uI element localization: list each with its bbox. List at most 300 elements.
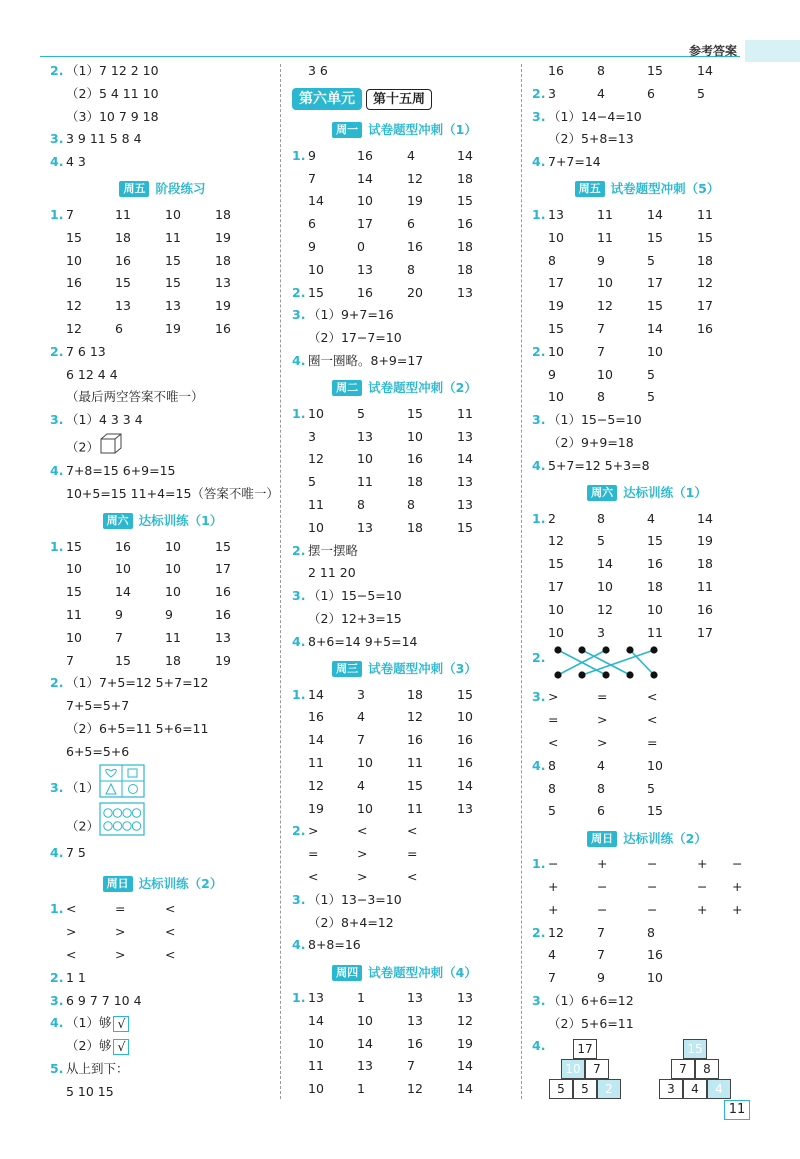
answer-text: 7 5	[66, 844, 86, 860]
answer-cell: 7	[308, 170, 316, 186]
answer-cell: 18	[697, 556, 713, 572]
answer-cell: 16	[215, 606, 231, 622]
answer-cell: 15	[548, 320, 564, 336]
answer-cell: 5	[647, 252, 655, 268]
answer-cell: 14	[597, 556, 613, 572]
answer-cell: 10	[357, 193, 373, 209]
answer-cell: 12	[407, 170, 423, 186]
answer-line	[292, 934, 517, 957]
column-divider	[280, 64, 281, 1099]
answer-cell: 11	[308, 1058, 324, 1074]
question-number: 3.	[50, 412, 64, 428]
answer-line	[50, 802, 275, 842]
answer-cell: 5	[308, 474, 316, 490]
answer-cell: 11	[407, 800, 423, 816]
answer-cell: 14	[308, 732, 324, 748]
section-heading	[532, 823, 762, 853]
answer-cell: 10	[407, 428, 423, 444]
answer-cell: 7	[66, 206, 74, 222]
answer-cell: 6	[407, 216, 415, 232]
answer-line	[532, 455, 762, 478]
answer-grid-row	[532, 295, 762, 318]
answer-cell: 13	[457, 284, 473, 300]
answer-cell: 16	[66, 275, 82, 291]
answer-cell: =	[548, 712, 559, 728]
answer-cell: 10	[597, 366, 613, 382]
question-number: 3.	[50, 131, 64, 147]
day-badge: 周日	[587, 831, 617, 847]
answer-cell: 10	[647, 343, 663, 359]
question-number: 4.	[50, 154, 64, 170]
question-number: 4.	[532, 154, 546, 170]
column-divider	[521, 64, 522, 1099]
answer-cell: −	[597, 878, 608, 894]
shapes-grid-figure	[99, 786, 145, 801]
answer-cell: 7	[115, 629, 123, 645]
answer-text: 7+8=15 6+9=15	[66, 462, 176, 478]
answer-cell: 16	[407, 732, 423, 748]
answer-text: 从上到下：	[66, 1060, 129, 1076]
answer-cell: 5	[357, 405, 365, 421]
answer-cell: 19	[457, 1035, 473, 1051]
answer-grid-row	[292, 426, 517, 449]
answer-grid-row	[532, 227, 762, 250]
answer-line	[532, 644, 762, 686]
answer-cell: 5	[597, 533, 605, 549]
answer-line	[50, 432, 275, 460]
answer-text: （2）5+8=13	[548, 131, 634, 147]
answer-grid-row	[292, 775, 517, 798]
answer-line	[292, 350, 517, 373]
answer-cell: −	[647, 878, 658, 894]
answer-text: 1 1	[66, 969, 86, 985]
answer-cell: 14	[647, 206, 663, 222]
answer-cell: 13	[357, 261, 373, 277]
answer-cell: 1	[357, 990, 365, 1006]
answer-cell: 16	[457, 216, 473, 232]
answer-grid-row	[292, 403, 517, 426]
section-title: 试卷题型冲刺（4）	[368, 964, 477, 980]
answer-grid-row	[532, 508, 762, 531]
question-number: 4.	[532, 1038, 546, 1054]
answer-cell: 13	[215, 275, 231, 291]
question-number: 1.	[50, 206, 64, 222]
answer-line	[292, 585, 517, 608]
answer-cell: <	[647, 712, 658, 728]
answer-cell: 10	[548, 624, 564, 640]
answer-cell: 13	[165, 298, 181, 314]
answer-cell: 13	[357, 519, 373, 535]
answer-line	[50, 483, 279, 506]
answer-cell: 10	[308, 1035, 324, 1051]
answer-line	[50, 967, 275, 990]
answer-line	[50, 386, 275, 409]
answer-line	[292, 540, 517, 563]
answer-cell: 8	[597, 389, 605, 405]
answer-cell: 18	[457, 170, 473, 186]
answer-cell: 9	[308, 147, 316, 163]
answer-line	[292, 562, 517, 585]
answer-cell: 11	[308, 754, 324, 770]
answer-grid-row	[50, 604, 275, 627]
answer-cell: >	[115, 924, 126, 940]
answer-cell: 13	[457, 428, 473, 444]
answer-cell: 11	[165, 229, 181, 245]
answer-cell: +	[732, 878, 743, 894]
answer-cell: 18	[115, 229, 131, 245]
section-heading	[292, 654, 517, 684]
question-number: 5.	[50, 1060, 64, 1076]
answer-cell: 13	[407, 1012, 423, 1028]
answer-cell: 7	[66, 652, 74, 668]
question-number: 1.	[292, 686, 306, 702]
answer-cell: 11	[697, 206, 713, 222]
question-number: 4.	[292, 633, 306, 649]
answer-grid-row	[50, 898, 275, 921]
answer-cell: 11	[66, 606, 82, 622]
answer-cell: 15	[165, 275, 181, 291]
answer-text: （1）7+5=12 5+7=12	[66, 675, 209, 691]
answer-cell: 4	[357, 709, 365, 725]
answer-cell: 19	[548, 298, 564, 314]
answer-cell: 15	[647, 63, 663, 78]
answer-cell: 8	[407, 496, 415, 512]
answer-cell: 7	[597, 947, 605, 963]
answer-cell: 9	[165, 606, 173, 622]
answer-cell: >	[548, 689, 559, 705]
day-badge: 周四	[332, 965, 362, 981]
answer-grid-row	[292, 1010, 517, 1033]
header-rule	[40, 56, 740, 57]
answer-line	[292, 912, 517, 935]
pyramid-cell: 5	[549, 1079, 573, 1099]
answer-cell: −	[732, 856, 743, 872]
pyramid-cell: 4	[707, 1079, 731, 1099]
answer-cell: 10	[357, 1012, 373, 1028]
answer-grid-row	[532, 576, 762, 599]
answer-cell: 11	[165, 629, 181, 645]
answer-cell: 18	[407, 474, 423, 490]
answer-grid-row	[532, 272, 762, 295]
answer-cell: 16	[647, 947, 663, 963]
answer-cell: 7	[597, 320, 605, 336]
answer-grid-row	[532, 622, 762, 645]
question-number: 2.	[292, 823, 306, 839]
answer-grid-row	[532, 530, 762, 553]
answer-cell: 16	[308, 709, 324, 725]
answer-cell: 10	[548, 601, 564, 617]
answer-cell: −	[697, 878, 708, 894]
answer-cell: 2	[548, 510, 556, 526]
answer-cell: 10	[548, 389, 564, 405]
answer-cell: +	[697, 901, 708, 917]
answer-grid-row	[50, 650, 275, 673]
answer-cell: 9	[548, 366, 556, 382]
answer-cell: 15	[457, 193, 473, 209]
answer-grid-row	[532, 778, 762, 801]
answer-cell: 12	[308, 777, 324, 793]
answer-cell: 4	[597, 757, 605, 773]
answer-line	[50, 741, 275, 764]
question-number: 1.	[532, 206, 546, 222]
answer-grid-row	[50, 295, 275, 318]
answer-text: 8+6=14 9+5=14	[308, 633, 418, 649]
answer-grid-row	[292, 448, 517, 471]
answer-text: （2）17−7=10	[308, 330, 402, 346]
answer-cell: 19	[165, 320, 181, 336]
answer-cell: 12	[308, 451, 324, 467]
answer-cell: 10	[548, 229, 564, 245]
section-heading	[292, 115, 517, 145]
answer-line	[50, 106, 275, 129]
answer-grid-row	[50, 272, 275, 295]
question-number: 1.	[292, 990, 306, 1006]
answer-cell: 14	[308, 1012, 324, 1028]
answer-cell: 16	[407, 1035, 423, 1051]
answer-cell: >	[66, 924, 77, 940]
answer-cell: >	[597, 712, 608, 728]
answer-cell: 10	[647, 970, 663, 986]
answer-cell: 10	[548, 343, 564, 359]
answer-cell: <	[66, 901, 77, 917]
question-number: 2.	[50, 675, 64, 691]
answer-cell: 16	[115, 538, 131, 554]
answer-grid-row	[532, 553, 762, 576]
pyramid-cell: 7	[671, 1059, 695, 1079]
answer-cell: 17	[697, 624, 713, 640]
question-number: 4.	[50, 462, 64, 478]
answer-cell: 15	[66, 538, 82, 554]
answer-cell: 3	[597, 624, 605, 640]
check-box: √	[113, 1039, 129, 1055]
answer-line	[50, 151, 275, 174]
answer-cell: +	[548, 901, 559, 917]
answer-cell: 11	[308, 496, 324, 512]
answer-cell: 14	[647, 320, 663, 336]
answer-text: （2）够	[66, 1038, 112, 1054]
answer-cell: 10	[308, 1081, 324, 1097]
answer-text: 摆一摆略	[308, 542, 359, 558]
answer-text: 6 9 7 7 10 4	[66, 992, 142, 1008]
answer-cell: 12	[66, 298, 82, 314]
answer-cell: 14	[457, 1058, 473, 1074]
answer-cell: <	[407, 868, 418, 884]
answer-line	[532, 409, 762, 432]
question-number: 2.	[532, 85, 546, 101]
answer-cell: 7	[407, 1058, 415, 1074]
answer-grid-row	[532, 755, 762, 778]
answer-cell: 5	[697, 85, 705, 101]
answer-grid-row	[532, 204, 762, 227]
question-number: 3.	[532, 689, 546, 705]
answer-grid-row	[292, 259, 517, 282]
answer-line	[50, 83, 275, 106]
answer-grid-row	[532, 686, 762, 709]
section-title: 试卷题型冲刺（2）	[368, 380, 477, 396]
section-heading	[292, 957, 517, 987]
answer-cell: <	[165, 924, 176, 940]
answer-cell: 6	[597, 803, 605, 819]
answer-cell: 8	[647, 924, 655, 940]
answer-cell: <	[548, 734, 559, 750]
answer-cell: 10	[115, 561, 131, 577]
answer-text: （1）14−4=10	[548, 108, 642, 124]
answer-cell: 4	[357, 777, 365, 793]
answer-cell: 19	[215, 298, 231, 314]
answer-text: （1）7 12 2 10	[66, 63, 159, 78]
answer-grid-row	[50, 227, 275, 250]
answer-text: 3 6	[308, 63, 328, 78]
answer-column-1	[50, 60, 279, 1103]
answer-grid-row	[292, 843, 517, 866]
answer-cell: 19	[215, 229, 231, 245]
pyramid-cell: 8	[695, 1059, 719, 1079]
answer-text: （2）	[66, 818, 99, 834]
answer-cell: 14	[457, 451, 473, 467]
answer-grid-row	[292, 213, 517, 236]
answer-cell: 18	[215, 252, 231, 268]
answer-cell: +	[597, 856, 608, 872]
answer-line	[292, 304, 517, 327]
answer-text: （2）9+9=18	[548, 434, 634, 450]
day-badge: 周五	[575, 181, 605, 197]
answer-cell: 18	[407, 519, 423, 535]
answer-text: 7+7=14	[548, 154, 601, 170]
answer-cell: 16	[548, 63, 564, 78]
question-number: 3.	[292, 307, 306, 323]
answer-grid-row	[292, 798, 517, 821]
answer-cell: 11	[407, 754, 423, 770]
answer-cell: 11	[597, 206, 613, 222]
answer-text: （2）6+5=11 5+6=11	[66, 720, 209, 736]
answer-grid-row	[532, 967, 762, 990]
answer-cell: 13	[457, 474, 473, 490]
answer-cell: 13	[357, 1058, 373, 1074]
answer-cell: 8	[597, 780, 605, 796]
question-number: 2.	[292, 542, 306, 558]
answer-line	[292, 60, 517, 83]
answer-cell: 12	[407, 1081, 423, 1097]
answer-cell: 13	[457, 990, 473, 1006]
answer-cell: 19	[308, 800, 324, 816]
answer-cell: 15	[215, 538, 231, 554]
answer-cell: 10	[165, 561, 181, 577]
answer-cell: 14	[697, 510, 713, 526]
answer-cell: 14	[308, 686, 324, 702]
answer-cell: 10	[165, 538, 181, 554]
answer-grid-row	[532, 83, 762, 106]
answer-cell: 17	[357, 216, 373, 232]
answer-cell: 8	[548, 252, 556, 268]
answer-grid-row	[50, 581, 275, 604]
answer-cell: 10	[357, 800, 373, 816]
answer-cell: 15	[66, 584, 82, 600]
answer-cell: 10	[357, 451, 373, 467]
answer-line	[292, 608, 517, 631]
answer-cell: 19	[697, 533, 713, 549]
answer-grid-row	[50, 536, 275, 559]
answer-cell: 12	[548, 924, 564, 940]
answer-cell: 11	[597, 229, 613, 245]
answer-cell: 16	[457, 754, 473, 770]
question-number: 2.	[292, 284, 306, 300]
answer-cell: 16	[115, 252, 131, 268]
day-badge: 周六	[587, 485, 617, 501]
question-number: 3.	[292, 588, 306, 604]
answer-line	[50, 128, 275, 151]
answer-column-3	[532, 60, 762, 1105]
answer-cell: >	[357, 846, 368, 862]
answer-cell: 5	[647, 780, 655, 796]
answer-text: （1）15−5=10	[548, 412, 642, 428]
answer-grid-row	[50, 318, 275, 341]
answer-cell: +	[548, 878, 559, 894]
answer-text: 5+7=12 5+3=8	[548, 457, 650, 473]
answer-grid-row	[292, 1055, 517, 1078]
answer-grid-row	[292, 866, 517, 889]
answer-grid-row	[532, 922, 762, 945]
answer-cell: 5	[647, 366, 655, 382]
answer-cell: 4	[548, 947, 556, 963]
question-number: 3.	[50, 779, 64, 795]
answer-cell: 10	[66, 561, 82, 577]
answer-grid-row	[292, 236, 517, 259]
answer-cell: =	[597, 689, 608, 705]
question-number: 1.	[50, 538, 64, 554]
week-badge: 第十五周	[366, 89, 432, 110]
answer-line	[50, 460, 275, 483]
answer-cell: 15	[407, 777, 423, 793]
answer-cell: 15	[647, 298, 663, 314]
answer-cell: 10	[66, 252, 82, 268]
question-number: 1.	[532, 856, 546, 872]
answer-cell: 5	[647, 389, 655, 405]
answer-text: （1）15−5=10	[308, 588, 402, 604]
answer-text: （1）6+6=12	[548, 992, 634, 1008]
answer-grid-row	[532, 341, 762, 364]
answer-text: 4 3	[66, 154, 86, 170]
answer-grid-row	[50, 921, 275, 944]
answer-cell: 10	[66, 629, 82, 645]
answer-cell: 9	[597, 252, 605, 268]
answer-grid-row	[50, 204, 275, 227]
answer-text: （1）4 3 3 4	[66, 412, 143, 428]
answer-line	[532, 128, 762, 151]
answer-cell: 14	[457, 147, 473, 163]
answer-cell: 8	[548, 757, 556, 773]
question-number: 1.	[292, 405, 306, 421]
answer-cell: 13	[457, 496, 473, 512]
answer-grid-row	[532, 853, 762, 876]
answer-cell: 8	[597, 63, 605, 78]
answer-cell: 10	[165, 206, 181, 222]
pyramid-cell: 10	[561, 1059, 585, 1079]
answer-text: （2）5 4 11 10	[66, 85, 159, 101]
check-box: √	[113, 1016, 129, 1032]
answer-grid-row	[292, 168, 517, 191]
question-number: 1.	[292, 147, 306, 163]
answer-cell: =	[407, 846, 418, 862]
answer-grid-row	[292, 729, 517, 752]
answer-grid-row	[292, 684, 517, 707]
answer-line	[50, 341, 275, 364]
answer-line	[50, 409, 275, 432]
answer-line	[292, 327, 517, 350]
answer-cell: 11	[357, 474, 373, 490]
answer-cell: 13	[215, 629, 231, 645]
section-heading	[50, 506, 275, 536]
question-number: 4.	[532, 757, 546, 773]
